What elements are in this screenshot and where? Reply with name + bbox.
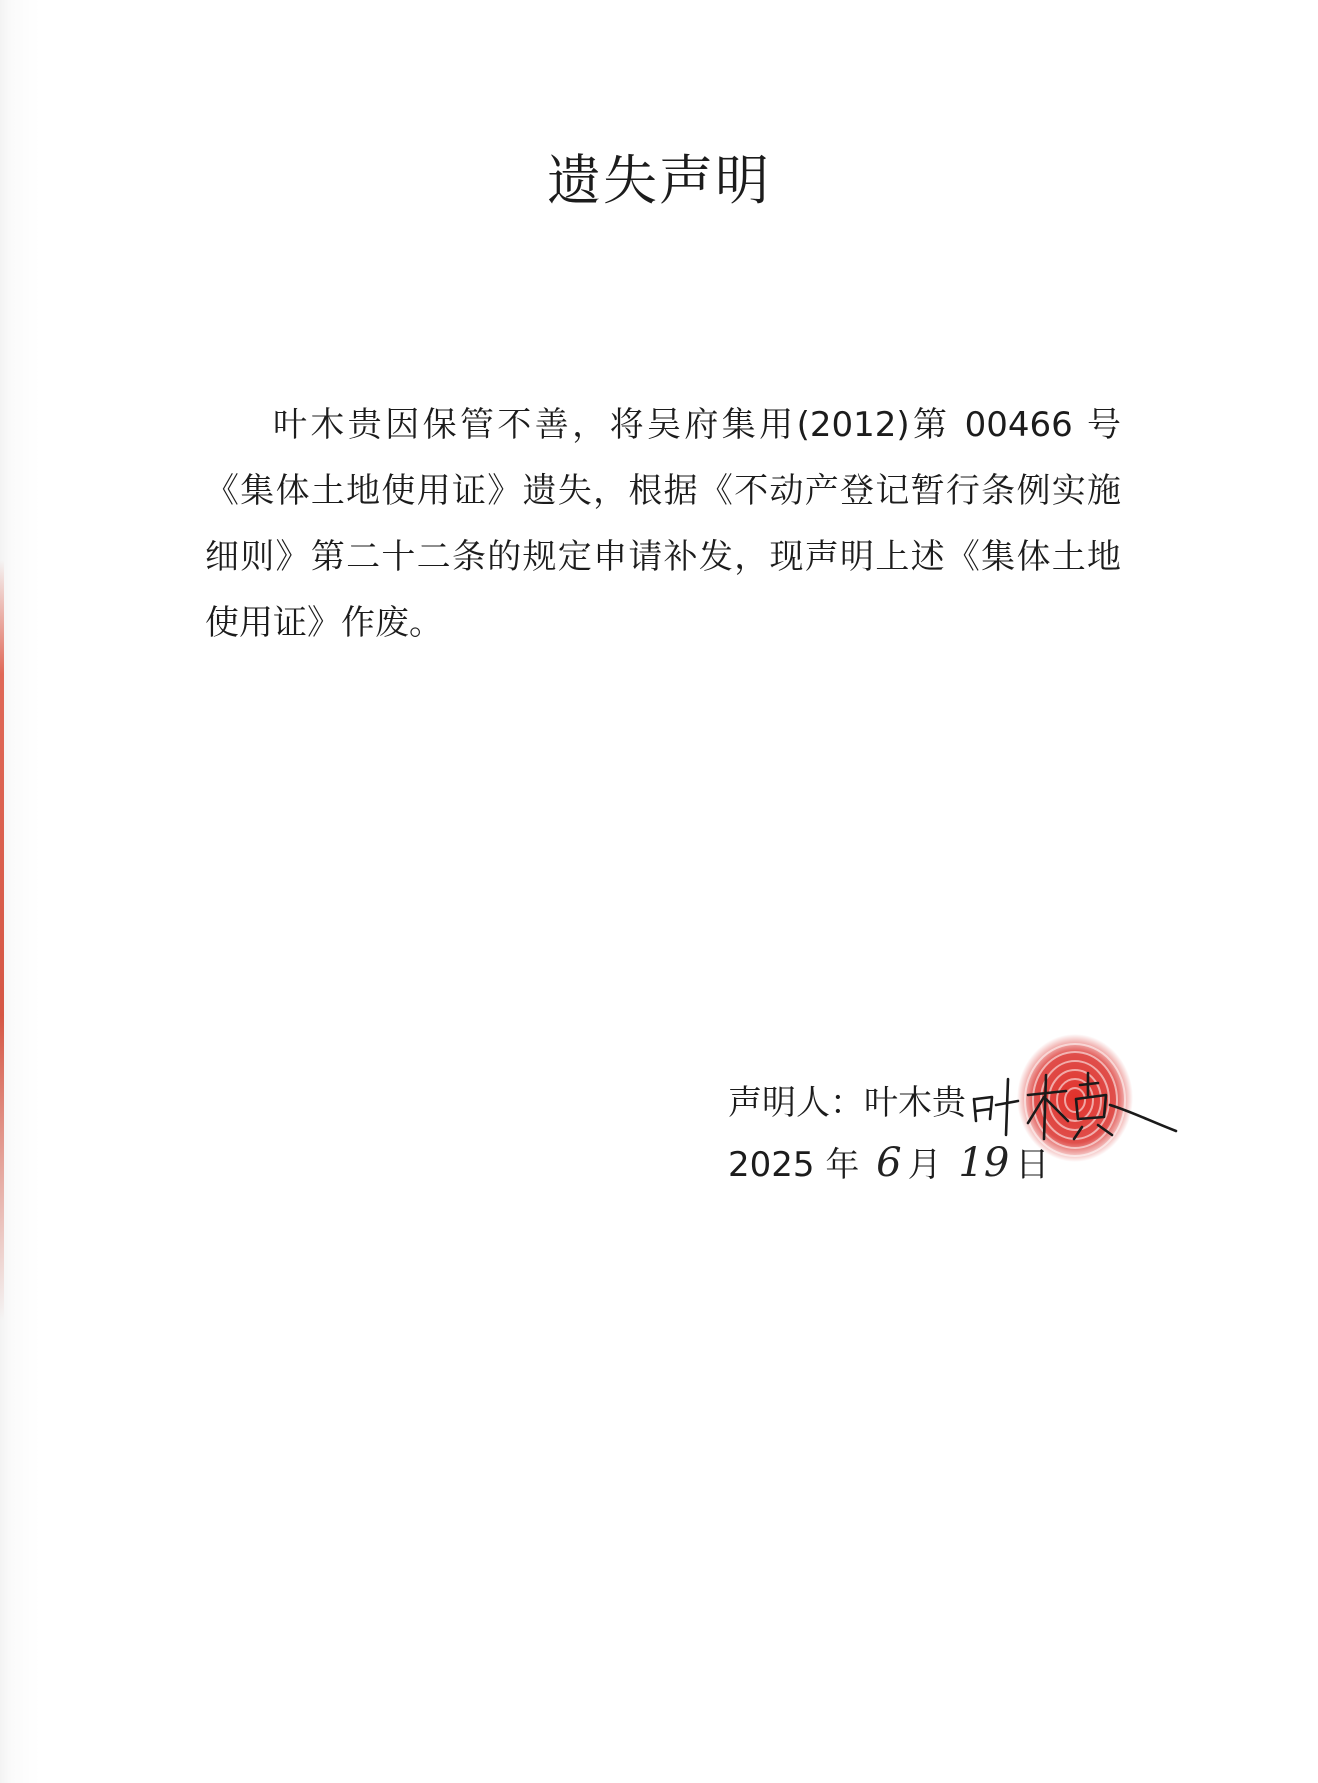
date-month: 6 <box>876 1140 902 1186</box>
signer-label: 声明人： <box>728 1083 864 1123</box>
statement-body: 叶木贵因保管不善，将吴府集用(2012)第 00466 号《集体土地使用证》遗失，根据《不动产登记暂行条例实施细则》第二十二条的规定申请补发，现声明上述《集体土地使用证》作废。 <box>205 405 1121 643</box>
page-edge-mark <box>0 560 4 1320</box>
date-day: 19 <box>958 1140 1010 1186</box>
page-title: 遗失声明 <box>547 149 771 212</box>
date-year: 2025 <box>728 1145 815 1185</box>
date-year-unit: 年 <box>825 1145 860 1185</box>
date-line <box>728 1137 1049 1186</box>
signer-line <box>728 1075 966 1124</box>
date-month-unit: 月 <box>907 1145 942 1185</box>
date-day-unit: 日 <box>1015 1145 1050 1185</box>
signer-name: 叶木贵 <box>864 1083 966 1123</box>
handwritten-signature <box>970 1065 1180 1145</box>
